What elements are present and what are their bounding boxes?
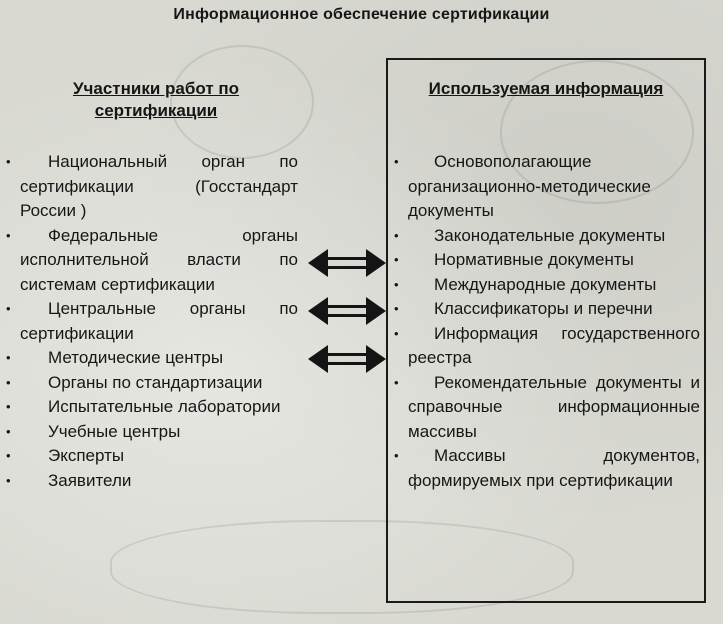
bullet-icon: •: [394, 227, 399, 243]
list-item: • Испытательные лаборатории: [6, 395, 298, 420]
list-item: • Нормативные документы: [394, 248, 700, 273]
page-title: Информационное обеспечение сертификации: [173, 6, 550, 23]
double-headed-arrow-icon: [308, 296, 386, 326]
list-item: • Классификаторы и перечни: [394, 297, 700, 322]
list-item: • Основополагающие организационно-методические документы: [394, 152, 651, 220]
double-headed-arrow-icon: [308, 248, 386, 278]
bullet-icon: •: [394, 374, 399, 390]
list-item: • Методические центры: [6, 346, 298, 371]
list-item: • Центральные органы по сертификации: [6, 299, 298, 343]
list-item: • Законодательные документы: [394, 224, 700, 249]
participants-list: [6, 150, 298, 493]
bullet-icon: •: [6, 448, 11, 463]
list-item: • Заявители: [6, 469, 298, 494]
bullet-icon: •: [6, 350, 11, 365]
list-item: • Национальный орган по сертификации (Госстандарт России ): [6, 152, 298, 220]
bullet-icon: •: [6, 154, 11, 169]
bullet-icon: •: [6, 472, 11, 488]
list-item: • Рекомендательные документы и справочные информационные массивы: [394, 372, 700, 441]
bullet-icon: •: [394, 448, 399, 463]
information-heading: Используемая информация: [428, 79, 664, 98]
bullet-icon: •: [6, 301, 11, 316]
bullet-icon: •: [6, 227, 11, 243]
bullet-icon: •: [394, 154, 399, 169]
list-item: • Учебные центры: [6, 420, 298, 445]
bullet-icon: •: [394, 252, 399, 267]
information-list: [394, 150, 700, 493]
list-item: • Массивы документов, формируемых при сертификации: [394, 446, 700, 490]
bullet-icon: •: [394, 325, 399, 341]
list-item: • Международные документы: [394, 273, 700, 298]
list-item: • Информация государственного реестра: [394, 323, 700, 367]
list-item: • Эксперты: [6, 444, 298, 469]
list-item: • Федеральные органы исполнительной власти по системам сертификации: [6, 225, 298, 294]
bullet-icon: •: [6, 423, 11, 439]
participants-heading: Участники работ по сертификации: [72, 79, 240, 120]
bullet-icon: •: [394, 301, 399, 316]
bullet-icon: •: [6, 399, 11, 414]
list-item: • Органы по стандартизации: [6, 371, 298, 396]
bullet-icon: •: [6, 374, 11, 390]
bullet-icon: •: [394, 276, 399, 292]
double-headed-arrow-icon: [308, 344, 386, 374]
